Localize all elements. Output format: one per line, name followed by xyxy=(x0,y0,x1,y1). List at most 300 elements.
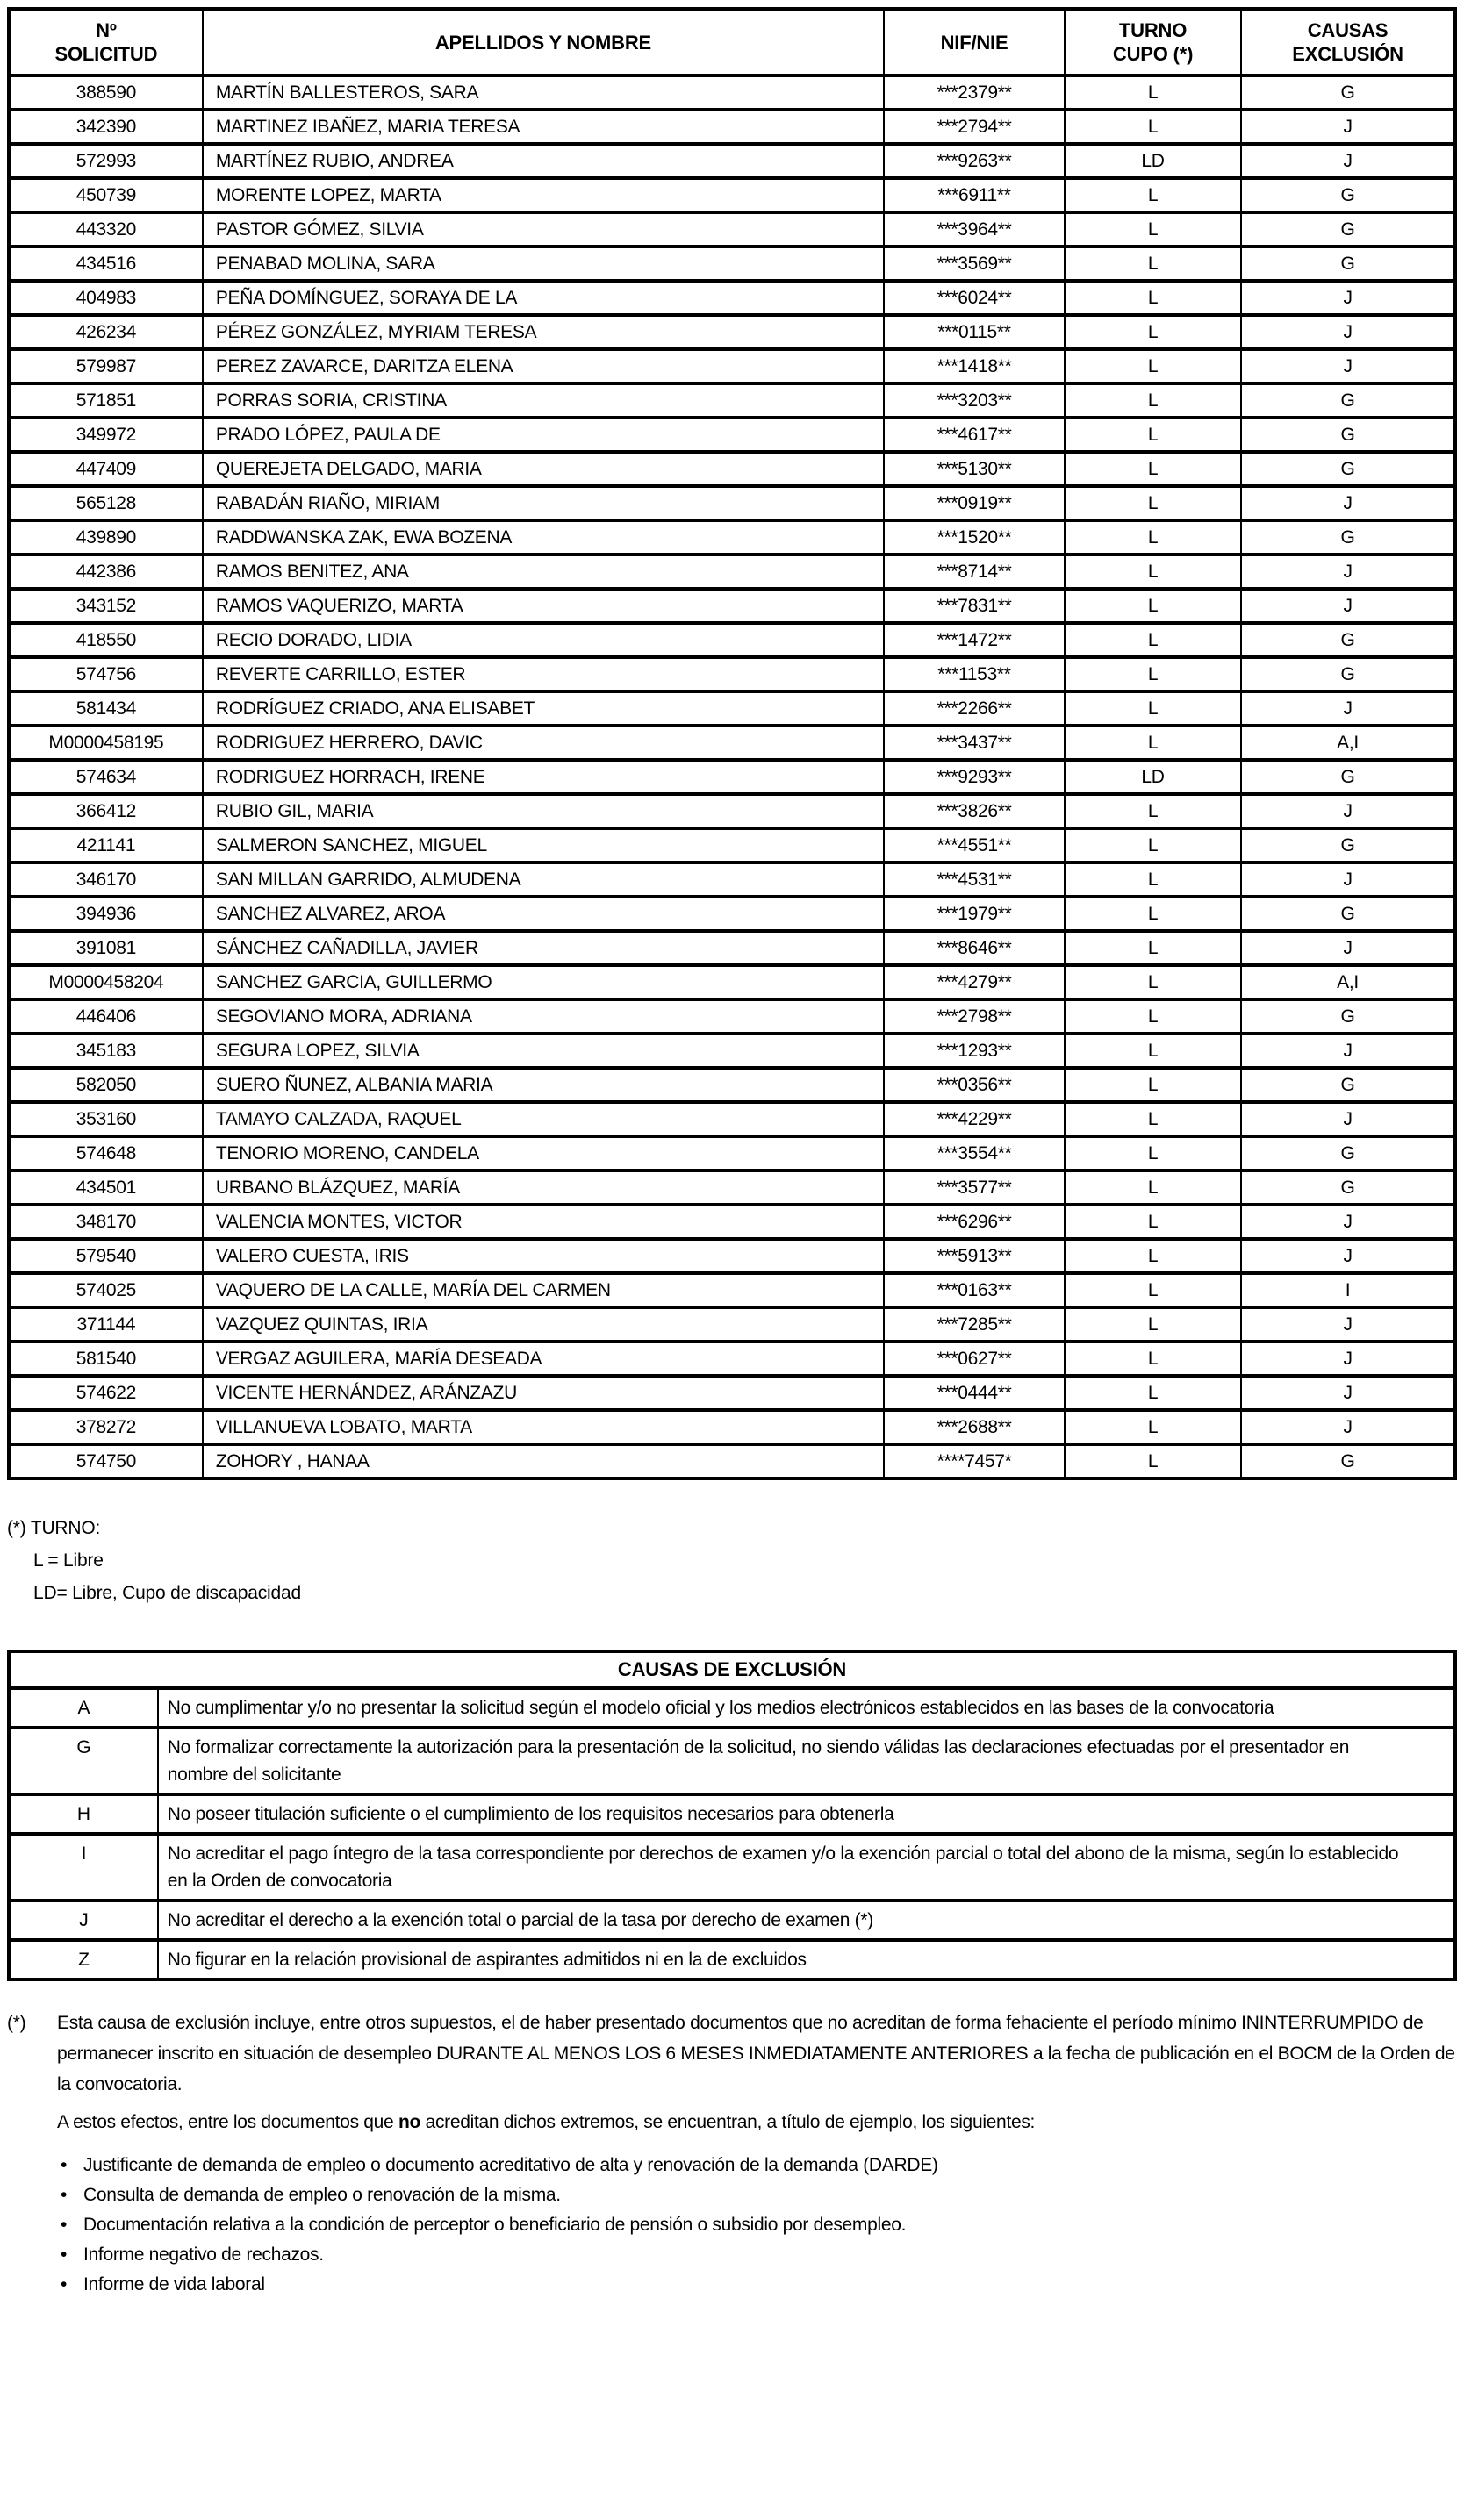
cell-nombre: ZOHORY , HANAA xyxy=(203,1444,884,1478)
cell-nombre: MARTÍN BALLESTEROS, SARA xyxy=(203,75,884,110)
cell-turno: L xyxy=(1065,383,1241,418)
table-row xyxy=(9,726,1455,760)
exclusion-row xyxy=(9,1728,1455,1794)
turno-legend xyxy=(7,1512,1457,1609)
cell-solicitud: 579987 xyxy=(9,349,203,383)
cell-causas: G xyxy=(1241,383,1455,418)
exclusion-row xyxy=(9,1940,1455,1979)
cell-nombre: VALENCIA MONTES, VICTOR xyxy=(203,1205,884,1239)
cell-solicitud: 353160 xyxy=(9,1102,203,1136)
cell-nombre: SANCHEZ GARCIA, GUILLERMO xyxy=(203,965,884,999)
exclusion-description: No figurar en la relación provisional de aspirantes admitidos ni en la de excluidos xyxy=(158,1940,1455,1979)
cell-nif: ***3964** xyxy=(884,212,1065,247)
cell-solicitud: 439890 xyxy=(9,520,203,555)
table-row xyxy=(9,863,1455,897)
cell-nombre: RODRÍGUEZ CRIADO, ANA ELISABET xyxy=(203,691,884,726)
cell-nombre: SEGOVIANO MORA, ADRIANA xyxy=(203,999,884,1034)
cell-turno: L xyxy=(1065,691,1241,726)
cell-turno: L xyxy=(1065,315,1241,349)
bullet-icon: • xyxy=(61,2155,68,2175)
cell-nombre: VERGAZ AGUILERA, MARÍA DESEADA xyxy=(203,1342,884,1376)
cell-nombre: RODRIGUEZ HORRACH, IRENE xyxy=(203,760,884,794)
cell-nombre: VAZQUEZ QUINTAS, IRIA xyxy=(203,1307,884,1342)
cell-nif: ***6024** xyxy=(884,281,1065,315)
cell-solicitud: 366412 xyxy=(9,794,203,828)
table-row xyxy=(9,931,1455,965)
cell-nif: ***8646** xyxy=(884,931,1065,965)
exclusion-row xyxy=(9,1834,1455,1901)
list-item xyxy=(57,2180,1457,2210)
column-header: Nº SOLICITUD xyxy=(9,9,203,75)
cell-solicitud: 342390 xyxy=(9,110,203,144)
turno-legend-items xyxy=(7,1544,1457,1609)
cell-nombre: PEÑA DOMÍNGUEZ, SORAYA DE LA xyxy=(203,281,884,315)
exclusion-code: H xyxy=(9,1794,158,1834)
cell-turno: L xyxy=(1065,828,1241,863)
cell-solicitud: 345183 xyxy=(9,1034,203,1068)
cell-nombre: PENABAD MOLINA, SARA xyxy=(203,247,884,281)
cell-solicitud: 446406 xyxy=(9,999,203,1034)
table-row xyxy=(9,794,1455,828)
cell-nombre: PASTOR GÓMEZ, SILVIA xyxy=(203,212,884,247)
cell-causas: J xyxy=(1241,110,1455,144)
cell-solicitud: M0000458195 xyxy=(9,726,203,760)
exclusion-code: G xyxy=(9,1728,158,1794)
cell-turno: LD xyxy=(1065,144,1241,178)
cell-causas: J xyxy=(1241,1102,1455,1136)
cell-nombre: MORENTE LOPEZ, MARTA xyxy=(203,178,884,212)
cell-solicitud: 574648 xyxy=(9,1136,203,1171)
cell-causas: J xyxy=(1241,1239,1455,1273)
table-row xyxy=(9,1273,1455,1307)
cell-nombre: SUERO ÑUNEZ, ALBANIA MARIA xyxy=(203,1068,884,1102)
cell-turno: L xyxy=(1065,726,1241,760)
footnote-body xyxy=(57,2008,1457,2300)
exclusion-code: J xyxy=(9,1901,158,1940)
cell-causas: J xyxy=(1241,486,1455,520)
table-row xyxy=(9,589,1455,623)
cell-causas: J xyxy=(1241,691,1455,726)
cell-causas: A,I xyxy=(1241,726,1455,760)
list-item-text: Informe de vida laboral xyxy=(83,2274,265,2294)
table-row xyxy=(9,623,1455,657)
cell-nif: ***7831** xyxy=(884,589,1065,623)
cell-causas: J xyxy=(1241,1342,1455,1376)
cell-solicitud: 421141 xyxy=(9,828,203,863)
cell-causas: A,I xyxy=(1241,965,1455,999)
cell-turno: L xyxy=(1065,1342,1241,1376)
cell-solicitud: 348170 xyxy=(9,1205,203,1239)
cell-nif: ***2794** xyxy=(884,110,1065,144)
exclusion-description: No acreditar el pago íntegro de la tasa correspondiente por derechos de examen y/o la exención parcial o total del abono de la misma, según lo establecido en la Orden de convocatoria xyxy=(158,1834,1455,1901)
cell-causas: J xyxy=(1241,1376,1455,1410)
cell-turno: L xyxy=(1065,1239,1241,1273)
table-row xyxy=(9,383,1455,418)
cell-nombre: VICENTE HERNÁNDEZ, ARÁNZAZU xyxy=(203,1376,884,1410)
cell-causas: G xyxy=(1241,247,1455,281)
cell-nif: ***5130** xyxy=(884,452,1065,486)
cell-solicitud: 581434 xyxy=(9,691,203,726)
cell-nif: ***7285** xyxy=(884,1307,1065,1342)
cell-solicitud: 574756 xyxy=(9,657,203,691)
cell-solicitud: 434516 xyxy=(9,247,203,281)
cell-turno: L xyxy=(1065,965,1241,999)
table-row xyxy=(9,486,1455,520)
cell-turno: L xyxy=(1065,657,1241,691)
cell-nif: ***4279** xyxy=(884,965,1065,999)
column-header: CAUSAS EXCLUSIÓN xyxy=(1241,9,1455,75)
cell-causas: J xyxy=(1241,1205,1455,1239)
exclusion-table-title: CAUSAS DE EXCLUSIÓN xyxy=(9,1651,1455,1688)
cell-nombre: RECIO DORADO, LIDIA xyxy=(203,623,884,657)
cell-nombre: VILLANUEVA LOBATO, MARTA xyxy=(203,1410,884,1444)
cell-causas: G xyxy=(1241,75,1455,110)
cell-causas: J xyxy=(1241,794,1455,828)
cell-nif: ***8714** xyxy=(884,555,1065,589)
table-row xyxy=(9,520,1455,555)
cell-causas: G xyxy=(1241,760,1455,794)
cell-nombre: RODRIGUEZ HERRERO, DAVIC xyxy=(203,726,884,760)
table-row xyxy=(9,247,1455,281)
cell-nombre: SALMERON SANCHEZ, MIGUEL xyxy=(203,828,884,863)
exclusion-description: No cumplimentar y/o no presentar la solicitud según el modelo oficial y los medios electrónicos establecidos en las bases de la convocatoria xyxy=(158,1688,1455,1728)
cell-causas: J xyxy=(1241,1034,1455,1068)
bullet-icon: • xyxy=(61,2215,68,2235)
cell-causas: G xyxy=(1241,418,1455,452)
cell-nif: ***2266** xyxy=(884,691,1065,726)
cell-turno: L xyxy=(1065,999,1241,1034)
exclusion-description: No poseer titulación suficiente o el cumplimiento de los requisitos necesarios para obtenerla xyxy=(158,1794,1455,1834)
cell-nombre: PRADO LÓPEZ, PAULA DE xyxy=(203,418,884,452)
cell-nif: ***3437** xyxy=(884,726,1065,760)
cell-turno: L xyxy=(1065,1444,1241,1478)
table-row xyxy=(9,418,1455,452)
cell-solicitud: 443320 xyxy=(9,212,203,247)
cell-nif: ***2379** xyxy=(884,75,1065,110)
cell-solicitud: 404983 xyxy=(9,281,203,315)
cell-turno: L xyxy=(1065,452,1241,486)
cell-nombre: RAMOS VAQUERIZO, MARTA xyxy=(203,589,884,623)
footnote-bullet-list xyxy=(57,2151,1457,2300)
turno-legend-item: L = Libre xyxy=(33,1550,104,1571)
cell-nif: ***1979** xyxy=(884,897,1065,931)
cell-turno: L xyxy=(1065,623,1241,657)
cell-turno: L xyxy=(1065,178,1241,212)
list-item xyxy=(57,2240,1457,2270)
cell-turno: L xyxy=(1065,1205,1241,1239)
cell-turno: L xyxy=(1065,1136,1241,1171)
table-row xyxy=(9,828,1455,863)
cell-turno: L xyxy=(1065,1102,1241,1136)
exclusion-code: I xyxy=(9,1834,158,1901)
exclusion-row xyxy=(9,1688,1455,1728)
cell-nif: ***1418** xyxy=(884,349,1065,383)
cell-nombre: MARTINEZ IBAÑEZ, MARIA TERESA xyxy=(203,110,884,144)
cell-nombre: PEREZ ZAVARCE, DARITZA ELENA xyxy=(203,349,884,383)
table-row xyxy=(9,1444,1455,1478)
cell-nif: ***9263** xyxy=(884,144,1065,178)
cell-turno: L xyxy=(1065,418,1241,452)
cell-turno: L xyxy=(1065,589,1241,623)
cell-nif: ***9293** xyxy=(884,760,1065,794)
footnote-paragraph-2: A estos efectos, entre los documentos que no acreditan dichos extremos, se encuentran, a título de ejemplo, los siguientes: xyxy=(57,2112,1036,2132)
cell-nif: ***4229** xyxy=(884,1102,1065,1136)
cell-nombre: RABADÁN RIAÑO, MIRIAM xyxy=(203,486,884,520)
table-row xyxy=(9,75,1455,110)
exclusion-code: A xyxy=(9,1688,158,1728)
cell-nif: ***3569** xyxy=(884,247,1065,281)
cell-turno: L xyxy=(1065,212,1241,247)
table-row xyxy=(9,1307,1455,1342)
cell-solicitud: 581540 xyxy=(9,1342,203,1376)
cell-nif: ***5913** xyxy=(884,1239,1065,1273)
table-row xyxy=(9,760,1455,794)
cell-causas: G xyxy=(1241,897,1455,931)
cell-causas: I xyxy=(1241,1273,1455,1307)
cell-turno: L xyxy=(1065,110,1241,144)
cell-nif: ***3203** xyxy=(884,383,1065,418)
bullet-icon: • xyxy=(61,2185,68,2205)
cell-causas: G xyxy=(1241,1444,1455,1478)
column-header: APELLIDOS Y NOMBRE xyxy=(203,9,884,75)
list-item xyxy=(57,2210,1457,2240)
cell-solicitud: 371144 xyxy=(9,1307,203,1342)
cell-nombre: QUEREJETA DELGADO, MARIA xyxy=(203,452,884,486)
cell-nif: ***1472** xyxy=(884,623,1065,657)
cell-turno: L xyxy=(1065,1410,1241,1444)
cell-causas: J xyxy=(1241,555,1455,589)
table-row xyxy=(9,1376,1455,1410)
cell-nombre: RUBIO GIL, MARIA xyxy=(203,794,884,828)
table-row xyxy=(9,212,1455,247)
cell-nif: ***3554** xyxy=(884,1136,1065,1171)
cell-solicitud: 391081 xyxy=(9,931,203,965)
cell-nombre: SEGURA LOPEZ, SILVIA xyxy=(203,1034,884,1068)
cell-causas: G xyxy=(1241,520,1455,555)
cell-causas: G xyxy=(1241,623,1455,657)
cell-causas: G xyxy=(1241,999,1455,1034)
cell-causas: J xyxy=(1241,281,1455,315)
table-row xyxy=(9,178,1455,212)
table-row xyxy=(9,999,1455,1034)
cell-nif: ***4617** xyxy=(884,418,1065,452)
list-item-text: Consulta de demanda de empleo o renovación de la misma. xyxy=(83,2185,561,2205)
cell-causas: G xyxy=(1241,1136,1455,1171)
cell-nombre: VALERO CUESTA, IRIS xyxy=(203,1239,884,1273)
exclusion-row xyxy=(9,1901,1455,1940)
cell-causas: J xyxy=(1241,144,1455,178)
cell-causas: J xyxy=(1241,315,1455,349)
cell-solicitud: 574750 xyxy=(9,1444,203,1478)
cell-solicitud: 394936 xyxy=(9,897,203,931)
list-item xyxy=(57,2151,1457,2180)
cell-turno: L xyxy=(1065,520,1241,555)
table-row xyxy=(9,144,1455,178)
turno-legend-item: LD= Libre, Cupo de discapacidad xyxy=(33,1583,301,1603)
cell-solicitud: 442386 xyxy=(9,555,203,589)
cell-turno: L xyxy=(1065,281,1241,315)
table-row xyxy=(9,1410,1455,1444)
cell-turno: L xyxy=(1065,1376,1241,1410)
cell-causas: J xyxy=(1241,349,1455,383)
cell-solicitud: 447409 xyxy=(9,452,203,486)
cell-nif: ***1520** xyxy=(884,520,1065,555)
cell-causas: G xyxy=(1241,178,1455,212)
cell-nombre: MARTÍNEZ RUBIO, ANDREA xyxy=(203,144,884,178)
cell-turno: L xyxy=(1065,1273,1241,1307)
cell-causas: J xyxy=(1241,1307,1455,1342)
table-row xyxy=(9,452,1455,486)
exclusion-title-row xyxy=(9,1651,1455,1688)
cell-solicitud: 418550 xyxy=(9,623,203,657)
table-row xyxy=(9,965,1455,999)
cell-causas: G xyxy=(1241,212,1455,247)
cell-nif: ***0627** xyxy=(884,1342,1065,1376)
cell-nif: ***1293** xyxy=(884,1034,1065,1068)
cell-turno: L xyxy=(1065,897,1241,931)
cell-nif: ***2688** xyxy=(884,1410,1065,1444)
list-item-text: Informe negativo de rechazos. xyxy=(83,2244,324,2265)
cell-nombre: PORRAS SORIA, CRISTINA xyxy=(203,383,884,418)
cell-nombre: SANCHEZ ALVAREZ, AROA xyxy=(203,897,884,931)
cell-nif: ***0356** xyxy=(884,1068,1065,1102)
table-row xyxy=(9,897,1455,931)
column-header: NIF/NIE xyxy=(884,9,1065,75)
applicants-table xyxy=(7,7,1457,1480)
cell-nif: ***6911** xyxy=(884,178,1065,212)
cell-causas: G xyxy=(1241,1068,1455,1102)
table-row xyxy=(9,555,1455,589)
cell-causas: J xyxy=(1241,931,1455,965)
cell-turno: L xyxy=(1065,931,1241,965)
cell-nombre: PÉREZ GONZÁLEZ, MYRIAM TERESA xyxy=(203,315,884,349)
list-item xyxy=(57,2270,1457,2300)
cell-nif: ***3826** xyxy=(884,794,1065,828)
exclusion-tbody xyxy=(9,1688,1455,1979)
cell-causas: J xyxy=(1241,1410,1455,1444)
cell-solicitud: 450739 xyxy=(9,178,203,212)
cell-causas: G xyxy=(1241,828,1455,863)
cell-turno: L xyxy=(1065,349,1241,383)
bullet-icon: • xyxy=(61,2244,68,2265)
cell-solicitud: 565128 xyxy=(9,486,203,520)
cell-solicitud: 574622 xyxy=(9,1376,203,1410)
cell-nif: ****7457* xyxy=(884,1444,1065,1478)
cell-solicitud: 349972 xyxy=(9,418,203,452)
bullet-icon: • xyxy=(61,2274,68,2294)
applicants-tbody xyxy=(9,75,1455,1478)
cell-causas: G xyxy=(1241,1171,1455,1205)
table-row xyxy=(9,281,1455,315)
cell-nif: ***6296** xyxy=(884,1205,1065,1239)
applicants-table-header xyxy=(9,9,1455,75)
cell-turno: L xyxy=(1065,247,1241,281)
cell-nif: ***0444** xyxy=(884,1376,1065,1410)
list-item-text: Documentación relativa a la condición de perceptor o beneficiario de pensión o subsidio por desempleo. xyxy=(83,2215,907,2235)
table-row xyxy=(9,1034,1455,1068)
cell-turno: L xyxy=(1065,1307,1241,1342)
cell-turno: L xyxy=(1065,555,1241,589)
cell-nif: ***0163** xyxy=(884,1273,1065,1307)
cell-solicitud: 579540 xyxy=(9,1239,203,1273)
cell-nif: ***0115** xyxy=(884,315,1065,349)
table-row xyxy=(9,1239,1455,1273)
exclusion-description: No formalizar correctamente la autorización para la presentación de la solicitud, no siendo válidas las declaraciones efectuadas por el presentador en nombre del solicitante xyxy=(158,1728,1455,1794)
cell-nombre: URBANO BLÁZQUEZ, MARÍA xyxy=(203,1171,884,1205)
asterisk-footnote xyxy=(7,2008,1457,2300)
cell-turno: L xyxy=(1065,794,1241,828)
exclusion-causes-table xyxy=(7,1650,1457,1981)
footnote-marker: (*) xyxy=(7,2013,26,2033)
cell-turno: L xyxy=(1065,486,1241,520)
cell-solicitud: 574025 xyxy=(9,1273,203,1307)
cell-nombre: SÁNCHEZ CAÑADILLA, JAVIER xyxy=(203,931,884,965)
cell-causas: J xyxy=(1241,863,1455,897)
exclusion-description: No acreditar el derecho a la exención total o parcial de la tasa por derecho de examen (*) xyxy=(158,1901,1455,1940)
cell-nombre: SAN MILLAN GARRIDO, ALMUDENA xyxy=(203,863,884,897)
cell-causas: G xyxy=(1241,452,1455,486)
cell-solicitud: 572993 xyxy=(9,144,203,178)
cell-solicitud: 343152 xyxy=(9,589,203,623)
cell-nif: ***1153** xyxy=(884,657,1065,691)
cell-nombre: TAMAYO CALZADA, RAQUEL xyxy=(203,1102,884,1136)
cell-solicitud: 388590 xyxy=(9,75,203,110)
cell-nombre: REVERTE CARRILLO, ESTER xyxy=(203,657,884,691)
cell-turno: L xyxy=(1065,1171,1241,1205)
cell-nombre: RADDWANSKA ZAK, EWA BOZENA xyxy=(203,520,884,555)
cell-solicitud: 426234 xyxy=(9,315,203,349)
cell-nif: ***4551** xyxy=(884,828,1065,863)
table-row xyxy=(9,1342,1455,1376)
bold-no: no xyxy=(398,2112,421,2132)
header-row xyxy=(9,9,1455,75)
list-item-text: Justificante de demanda de empleo o documento acreditativo de alta y renovación de la demanda (DARDE) xyxy=(83,2155,938,2175)
exclusion-row xyxy=(9,1794,1455,1834)
cell-solicitud: M0000458204 xyxy=(9,965,203,999)
cell-causas: G xyxy=(1241,657,1455,691)
table-row xyxy=(9,110,1455,144)
cell-nif: ***4531** xyxy=(884,863,1065,897)
table-row xyxy=(9,1171,1455,1205)
cell-turno: L xyxy=(1065,1068,1241,1102)
cell-turno: L xyxy=(1065,75,1241,110)
cell-solicitud: 571851 xyxy=(9,383,203,418)
turno-legend-title: (*) TURNO: xyxy=(7,1518,101,1538)
cell-nif: ***2798** xyxy=(884,999,1065,1034)
footnote-paragraph-1: Esta causa de exclusión incluye, entre otros supuestos, el de haber presentado documentos que no acreditan de forma fehaciente el período mínimo ININTERRUMPIDO de permanecer inscrito en situación de desempleo DURANTE AL MENOS LOS 6 MESES INMEDIATAMENTE ANTERIORES a la fecha de publicación en el BOCM de la Orden de la convocatoria. xyxy=(57,2013,1455,2094)
table-row xyxy=(9,1068,1455,1102)
cell-turno: LD xyxy=(1065,760,1241,794)
cell-turno: L xyxy=(1065,863,1241,897)
table-row xyxy=(9,1102,1455,1136)
cell-causas: J xyxy=(1241,589,1455,623)
column-header: TURNO CUPO (*) xyxy=(1065,9,1241,75)
cell-nombre: RAMOS BENITEZ, ANA xyxy=(203,555,884,589)
cell-nif: ***3577** xyxy=(884,1171,1065,1205)
cell-nif: ***0919** xyxy=(884,486,1065,520)
cell-solicitud: 346170 xyxy=(9,863,203,897)
cell-solicitud: 582050 xyxy=(9,1068,203,1102)
table-row xyxy=(9,1205,1455,1239)
cell-nombre: VAQUERO DE LA CALLE, MARÍA DEL CARMEN xyxy=(203,1273,884,1307)
cell-solicitud: 434501 xyxy=(9,1171,203,1205)
cell-solicitud: 574634 xyxy=(9,760,203,794)
table-row xyxy=(9,1136,1455,1171)
cell-nombre: TENORIO MORENO, CANDELA xyxy=(203,1136,884,1171)
table-row xyxy=(9,657,1455,691)
exclusion-code: Z xyxy=(9,1940,158,1979)
cell-turno: L xyxy=(1065,1034,1241,1068)
